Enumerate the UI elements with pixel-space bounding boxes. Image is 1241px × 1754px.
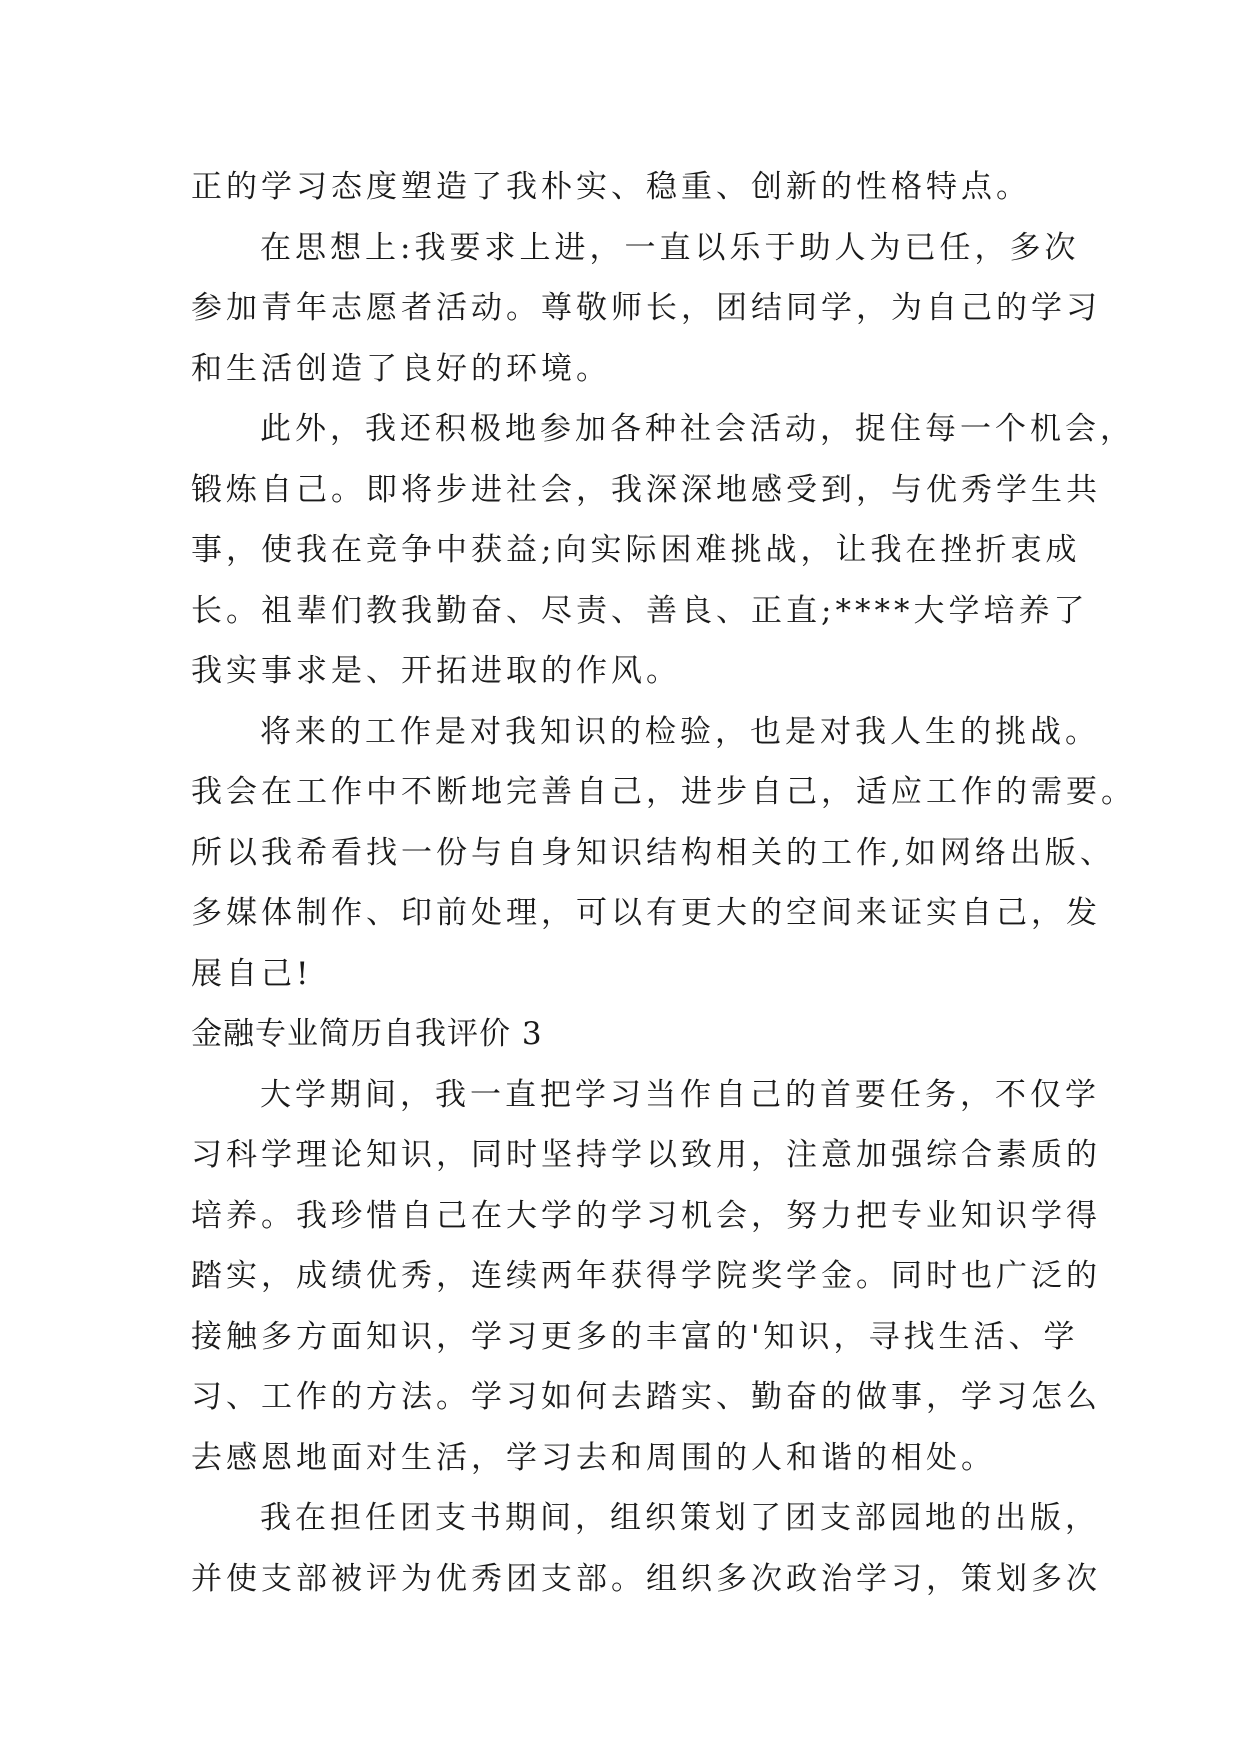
text-line: 习科学理论知识，同时坚持学以致用，注意加强综合素质的: [191, 1137, 1101, 1173]
paragraph-start-line: 此外，我还积极地参加各种社会活动，捉住每一个机会，: [260, 411, 1135, 447]
section-heading: 金融专业简历自我评价 3: [191, 1016, 543, 1052]
paragraph-start-line: 在思想上:我要求上进，一直以乐于助人为已任，多次: [260, 229, 1080, 266]
text-line: 事，使我在竞争中获益;向实际困难挑战，让我在挫折衷成: [191, 532, 1081, 568]
text-line: 我实事求是、开拓进取的作风。: [191, 653, 681, 689]
text-line: 接触多方面知识，学习更多的丰富的'知识，寻找生活、学: [191, 1318, 1079, 1355]
text-line: 锻炼自己。即将步进社会，我深深地感受到，与优秀学生共: [191, 471, 1101, 508]
text-line: 去感恩地面对生活，学习去和周围的人和谐的相处。: [191, 1439, 996, 1476]
text-line: 和生活创造了良好的环境。: [191, 350, 611, 387]
paragraph-start-line: 将来的工作是对我知识的检验，也是对我人生的挑战。: [260, 713, 1100, 750]
paragraph-start-line: 我在担任团支书期间，组织策划了团支部园地的出版，: [260, 1500, 1100, 1536]
text-line: 正的学习态度塑造了我朴实、稳重、创新的性格特点。: [191, 169, 1031, 205]
paragraph-start-line: 大学期间，我一直把学习当作自己的首要任务，不仅学: [260, 1076, 1100, 1113]
text-line: 展自己!: [191, 955, 313, 992]
text-line: 我会在工作中不断地完善自己，进步自己，适应工作的需要。: [191, 774, 1136, 810]
text-line: 习、工作的方法。学习如何去踏实、勤奋的做事，学习怎么: [191, 1379, 1101, 1415]
text-line: 并使支部被评为优秀团支部。组织多次政治学习，策划多次: [191, 1560, 1101, 1597]
text-line: 长。祖辈们教我勤奋、尽责、善良、正直;****大学培养了: [191, 592, 1089, 629]
document-body: [191, 157, 1136, 1609]
text-line: 多媒体制作、印前处理，可以有更大的空间来证实自己，发: [191, 895, 1101, 931]
text-line: 踏实，成绩优秀，连续两年获得学院奖学金。同时也广泛的: [191, 1258, 1101, 1294]
text-line: 培养。我珍惜自己在大学的学习机会，努力把专业知识学得: [191, 1197, 1101, 1234]
text-line: 参加青年志愿者活动。尊敬师长，团结同学，为自己的学习: [191, 290, 1101, 326]
text-line: 所以我希看找一份与自身知识结构相关的工作,如网络出版、: [191, 834, 1115, 871]
